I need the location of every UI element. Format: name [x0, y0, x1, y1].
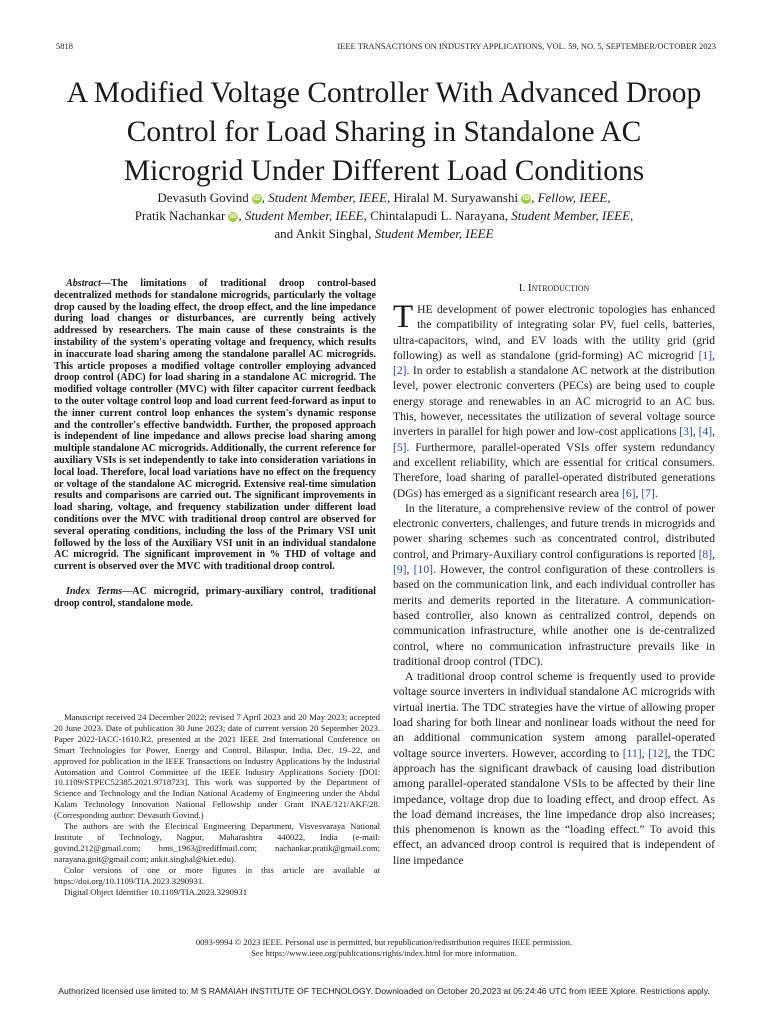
- citation-link[interactable]: [5]: [393, 440, 407, 454]
- page-number: 5818: [56, 41, 73, 51]
- citation-link[interactable]: [3]: [679, 425, 693, 439]
- author-affiliation: , Student Member, IEEE,: [261, 190, 391, 205]
- index-terms: [54, 586, 376, 610]
- title-line-1: A Modified Voltage Controller With Advanced Droop: [66, 77, 702, 109]
- color-figures-note[interactable]: Color versions of one or more figures in this article are available at https://doi.org/10.1109/TIA.2023.3290931.: [54, 864, 380, 886]
- copyright-notice: [40, 937, 728, 959]
- left-column: [54, 278, 376, 610]
- paper-title: [40, 74, 728, 191]
- intro-paragraph-3: A traditional droop control scheme is frequently used to provide voltage source inverters in individual standalone AC microgrids with virtual inertia. The TDC strategies have the virtue of allowing proper load sharing for both linear and nonlinear loads without the need for an additional communication system among parallel-operated voltage source inverters. However, according to [11], [12], the TDC approach has the significant drawback of causing load distribution among parallel-operated standalone VSIs to be affected by their line impedance, voltage drop due to loading effect, and droop effect. As the load demand increases, the line impedance drop also increases; this phenomenon is known as the “loading effect.” To avoid this effect, an advanced droop control is required that is independent of line impedance: [393, 670, 715, 867]
- orcid-icon[interactable]: iD: [229, 213, 237, 220]
- citation-link[interactable]: [4]: [698, 425, 713, 439]
- citation-link[interactable]: [2]: [393, 364, 407, 378]
- orcid-icon[interactable]: iD: [253, 195, 261, 202]
- journal-header: IEEE TRANSACTIONS ON INDUSTRY APPLICATIONS, VOL. 59, NO. 5, SEPTEMBER/OCTOBER 2023: [337, 41, 716, 51]
- citation-link[interactable]: [1]: [698, 348, 713, 362]
- citation-link[interactable]: [12]: [648, 746, 668, 760]
- drop-cap: T: [393, 299, 414, 335]
- citation-link[interactable]: [10]: [413, 563, 433, 577]
- orcid-icon[interactable]: iD: [522, 195, 530, 202]
- title-line-2: Control for Load Sharing in Standalone AC: [126, 116, 642, 148]
- index-terms-text: —AC microgrid, primary-auxiliary control, traditional droop control, standalone mode.: [54, 585, 376, 609]
- intro-paragraph-2: In the literature, a comprehensive review of the control of power electronic converters, challenges, and future trends in microgrids and power sharing schemes such as concentrated control, distributed control, and Primary-Auxiliary control configurations is reported [8], [9], [10]. However, the control configuration of these controllers is based on the communication link, and each individual controller has merits and demerits reported in the literature. A communication-based controller, also known as centralized control, depends on communication infrastructure, while another one is de-centralized control, where no communication infrastructure prevails like in traditional droop control (TDC).: [393, 501, 716, 668]
- author-affiliation: , Fellow, IEEE,: [531, 190, 611, 205]
- abstract: [54, 278, 376, 573]
- author-affiliation: , Student Member, IEEE,: [504, 208, 634, 223]
- author-name: Pratik Nachankar: [134, 208, 226, 223]
- author-name: Devasuth Govind: [157, 190, 249, 205]
- citation-link[interactable]: [8]: [698, 547, 713, 561]
- right-column: [393, 278, 715, 868]
- abstract-text: —The limitations of traditional droop control-based decentralized methods for standalone microgrids, particularly the voltage drop caused by the loading effect, the droop effect, and the line impedance during load changes or disturbances, are currently being actively addressed by researchers. The main cause of these constraints is the instability of the system's operating voltage and frequency, which results in inaccurate load sharing among the standalone parallel AC microgrids. This article proposes a modified voltage controller employing advanced droop control (ADC) for load sharing in a standalone AC microgrid. The modified voltage controller (MVC) with filter capacitor current feedback to the outer voltage control loop and load current feed-forward as input to the inner current control loop enhances the system's dynamic response and the controller's effective bandwidth. Further, the proposed approach is independent of line impedance and allows precise load sharing among multiple standalone AC microgrids. Additionally, the current reference for auxiliary VSIs is set independently to take into consideration variations in local load. Therefore, local load variations have no effect on the frequency or voltage of the standalone AC microgrid. Extensive real-time simulation results and comparisons are carried out. The significant improvements in load sharing, voltage, and frequency stabilization under different load conditions over the MVC with traditional droop control are observed for several operating conditions, including the loss of the Primary VSI unit followed by the loss of the Auxiliary VSI unit in an individual standalone AC microgrid. The significant improvement in % THD of voltage and current is observed over the MVC with traditional droop control.: [54, 278, 376, 573]
- author-list: [40, 189, 728, 243]
- rights-link[interactable]: See https://www.ieee.org/publications/rights/index.html for more information.: [251, 948, 517, 958]
- index-terms-lead: Index Terms: [66, 585, 123, 597]
- author-affiliation: , Student Member, IEEE,: [238, 208, 367, 223]
- abstract-lead: Abstract: [66, 278, 101, 289]
- citation-link[interactable]: [6]: [621, 486, 636, 500]
- author-name: and Ankit Singhal: [274, 226, 369, 241]
- citation-link[interactable]: [9]: [393, 563, 407, 577]
- citation-link[interactable]: [7]: [641, 486, 655, 500]
- doi-note: Digital Object Identifier 10.1109/TIA.2023.3290931: [64, 886, 248, 897]
- copyright-line: 0093-9994 © 2023 IEEE. Personal use is permitted, but republication/redistribution requires IEEE permission.: [195, 937, 573, 947]
- author-affiliation: , Student Member, IEEE: [368, 226, 494, 241]
- license-notice: Authorized licensed use limited to: M S RAMAIAH INSTITUTE OF TECHNOLOGY. Downloaded on October 20,2023 at 05:24:46 UTC from IEEE Xplore. Restrictions apply.: [58, 986, 710, 996]
- citation-link[interactable]: [11]: [622, 746, 642, 760]
- author-name: Chintalapudi L. Narayana: [366, 208, 505, 223]
- author-affiliation-note: The authors are with the Electrical Engineering Department, Visvesvaraya National Institute of Technology, Nagpur, Maharashtra 440022, India (e-mail: govind.212@gmail.com; hms_1963@rediffmail.com; nachankar.pratik@gmail.com; narayana.gnit@gmail.com; ankit.singhal@kiet.edu).: [54, 821, 380, 864]
- first-page-footnote: [54, 712, 380, 897]
- section-heading: I. Introduction: [518, 282, 590, 294]
- manuscript-note: Manuscript received 24 December 2022; revised 7 April 2023 and 20 May 2023; accepted 20 June 2023. Date of publication 30 June 2023; date of current version 20 September 2023. Paper 2022-IACC-1610.R2, presented at the 2021 IEEE 2nd International Conference on Smart Technologies for Power, Energy and Control, Bilaspur, India, Dec. 19–22, and approved for publication in the IEEE Transactions on Industry Applications by the Industrial Automation and Control Committee of the IEEE Industry Applications Society [DOI: 10.1109/STPEC52385.2021.9718723]. This work was supported by the Department of Science and Technology and the Indian National Academy of Engineering under the Abdul Kalam Technology Innovation National Fellowship under Grant INAE/121/AKF/28. (Corresponding author: Devasuth Govind.): [54, 712, 380, 821]
- intro-paragraph-1: THE development of power electronic topologies has enhanced the compatibility of integrating solar PV, fuel cells, batteries, ultra-capacitors, wind, and EV loads with the utility grid (grid following) as well as standalone (grid-forming) AC microgrid [1], [2]. In order to establish a standalone AC network at the distribution level, power electronic converters (PECs) are being used to couple energy storage and renewables in an AC microgrid to an AC bus. This, however, necessitates the utilization of several voltage source inverters in parallel for high power and low-cost applications [3], [4], [5]. Furthermore, parallel-operated VSIs offer system redundancy and excellent reliability, which are essential for critical consumers. Therefore, load sharing of parallel-operated distributed generations (DGs) has emerged as a significant research area [6], [7].: [393, 299, 716, 500]
- title-line-3: Microgrid Under Different Load Conditions: [123, 155, 645, 187]
- author-name: Hiralal M. Suryawanshi: [390, 190, 519, 205]
